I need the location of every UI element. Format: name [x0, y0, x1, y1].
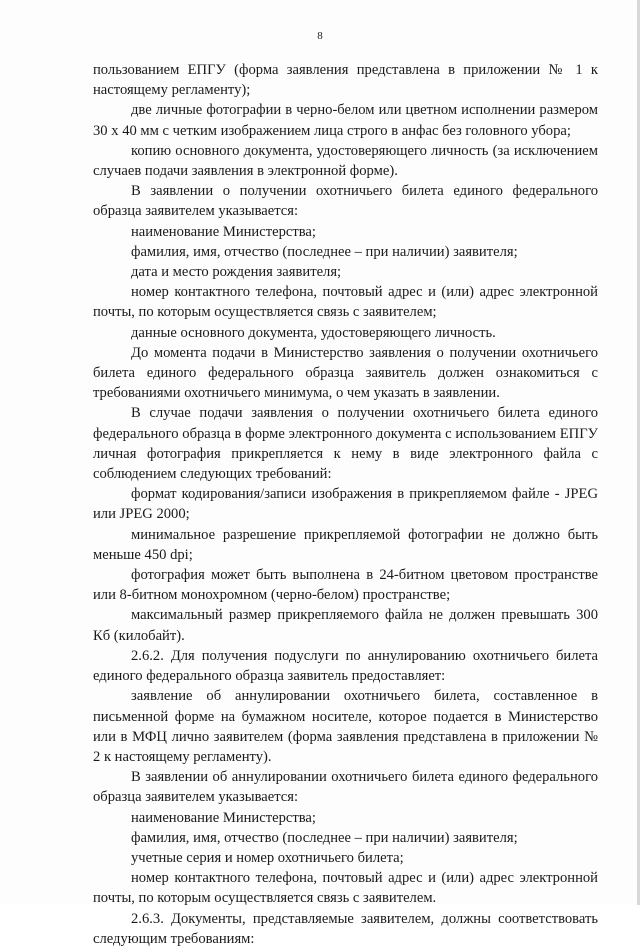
- paragraph: минимальное разрешение прикрепляемой фотографии не должно быть меньше 450 dpi;: [93, 526, 598, 563]
- document-body: [93, 60, 598, 949]
- paragraph: формат кодирования/записи изображения в прикрепляемом файле - JPEG или JPEG 2000;: [93, 486, 598, 523]
- paragraph: учетные серия и номер охотничьего билета;: [131, 849, 404, 866]
- paragraph: фамилия, имя, отчество (последнее – при наличии) заявителя;: [131, 243, 518, 260]
- paragraph: До момента подачи в Министерство заявления о получении охотничьего билета единого федерального образца заявитель должен ознакомиться с требованиями охотничьего минимума, о чем указать в заявлении.: [93, 344, 598, 402]
- page-number: 8: [317, 30, 323, 42]
- paragraph: пользованием ЕПГУ (форма заявления представлена в приложении № 1 к настоящему регламенту);: [93, 62, 598, 99]
- paragraph: две личные фотографии в черно-белом или цветном исполнении размером 30 х 40 мм с четким изображением лица строго в анфас без головного убора;: [93, 102, 598, 139]
- paragraph: В заявлении о получении охотничьего билета единого федерального образца заявителем указывается:: [93, 183, 598, 220]
- section-paragraph: 2.6.3. Документы, представляемые заявителем, должны соответствовать следующим требованиям:: [93, 910, 598, 947]
- paragraph: номер контактного телефона, почтовый адрес и (или) адрес электронной почты, по которым осуществляется связь с заявителем;: [93, 284, 598, 321]
- paragraph: наименование Министерства;: [131, 223, 316, 240]
- paragraph: копию основного документа, удостоверяющего личность (за исключением случаев подачи заявления в электронной форме).: [93, 142, 598, 180]
- section-paragraph: 2.6.2. Для получения подуслуги по аннулированию охотничьего билета единого федерального образца заявитель предоставляет:: [93, 647, 598, 685]
- paragraph: В случае подачи заявления о получении охотничьего билета единого федерального образца в форме электронного документа с использованием ЕПГУ личная фотография прикрепляется к нему в виде электронного файла с соблюдением следующих требований:: [93, 405, 598, 483]
- paragraph: фамилия, имя, отчество (последнее – при наличии) заявителя;: [131, 829, 518, 846]
- paragraph: дата и место рождения заявителя;: [131, 264, 342, 281]
- paragraph: максимальный размер прикрепляемого файла не должен превышать 300 Кб (килобайт).: [93, 607, 598, 644]
- paragraph: данные основного документа, удостоверяющего личность.: [131, 324, 496, 341]
- paragraph: В заявлении об аннулировании охотничьего билета единого федерального образца заявителем указывается:: [93, 769, 598, 806]
- paragraph: заявление об аннулировании охотничьего билета, составленное в письменной форме на бумажном носителе, которое подается в Министерство или в МФЦ лично заявителем (форма заявления представлена в приложении № 2 к настоящему регламенту).: [93, 688, 598, 765]
- paragraph: наименование Министерства;: [131, 809, 316, 826]
- paragraph: фотография может быть выполнена в 24-битном цветовом пространстве или 8-битном монохромном (черно-белом) пространстве;: [93, 567, 598, 604]
- paragraph: номер контактного телефона, почтовый адрес и (или) адрес электронной почты, по которым осуществляется связь с заявителем.: [93, 870, 598, 907]
